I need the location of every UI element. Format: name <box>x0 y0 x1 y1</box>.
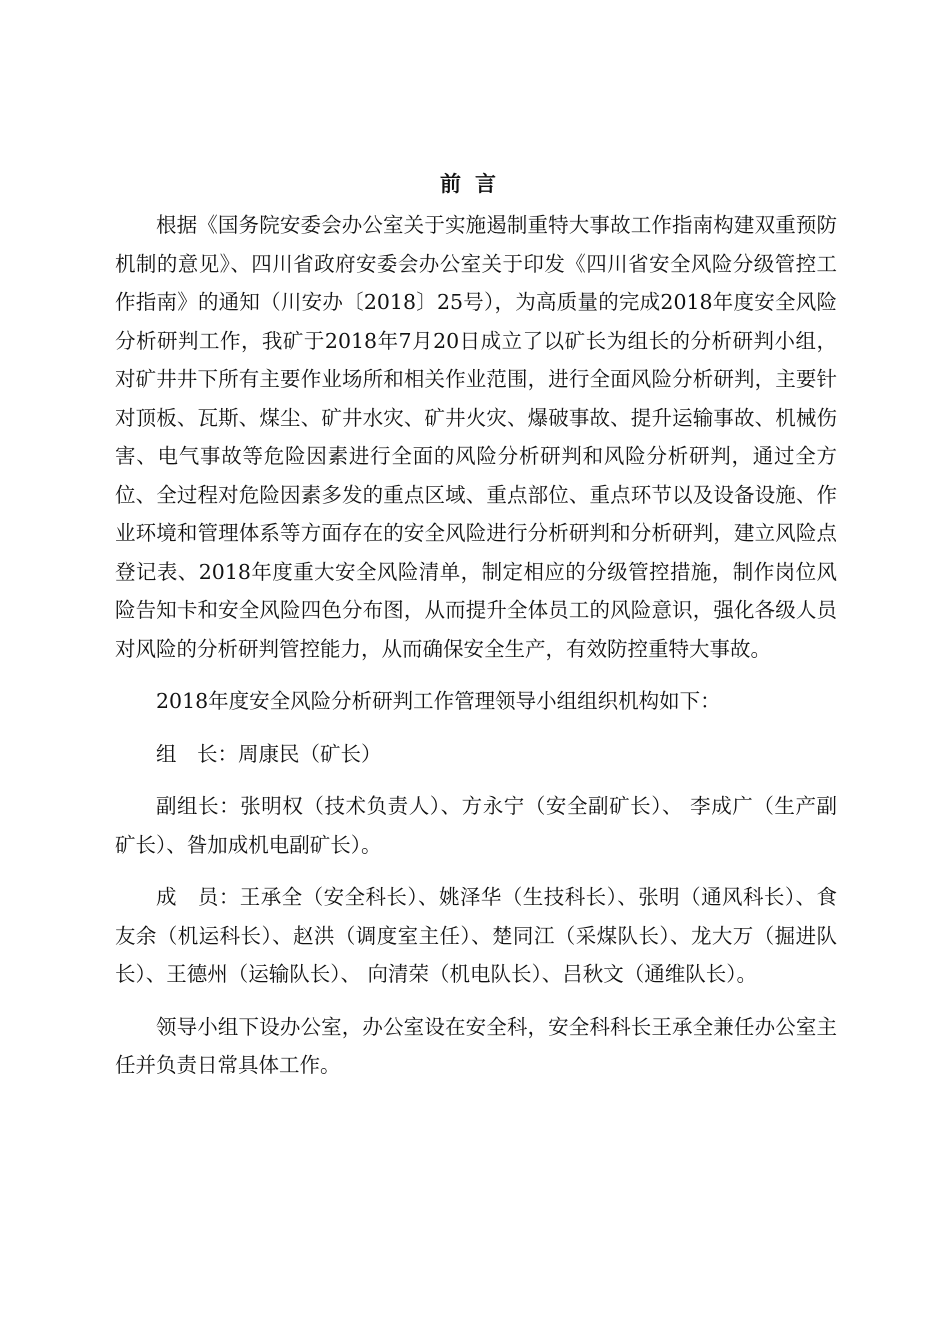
paragraph-intro: 根据《国务院安委会办公室关于实施遏制重特大事故工作指南构建双重预防机制的意见》、四川省政府安委会办公室关于印发《四川省安全风险分级管控工作指南》的通知（川安办〔2018〕25号），为高质量的完成2018年度安全风险分析研判工作，我矿于2018年7月20日成立了以矿长为组长的分析研判小组，对矿井井下所有主要作业场所和相关作业范围，进行全面风险分析研判，主要针对顶板、瓦斯、煤尘、矿井水灾、矿井火灾、爆破事故、提升运输事故、机械伤害、电气事故等危险因素进行全面的风险分析研判和风险分析研判，通过全方位、全过程对危险因素多发的重点区域、重点部位、重点环节以及设备设施、作业环境和管理体系等方面存在的安全风险进行分析研判和分析研判，建立风险点登记表、2018年度重大安全风险清单，制定相应的分级管控措施，制作岗位风险告知卡和安全风险四色分布图，从而提升全体员工的风险意识，强化各级人员对风险的分析研判管控能力，从而确保安全生产，有效防控重特大事故。 <box>115 213 837 661</box>
paragraph-office: 领导小组下设办公室，办公室设在安全科，安全科科长王承全兼任办公室主任并负责日常具体工作。 <box>115 1014 837 1077</box>
paragraph-members: 成 员：王承全（安全科长）、姚泽华（生技科长）、张明（通风科长）、食友余（机运科长）、赵洪（调度室主任）、楚同江（采煤队长）、龙大万（掘进队长）、王德州（运输队长）、 向清荣（机电队长）、吕秋文（通维队长）。 <box>115 885 837 986</box>
paragraph-leader: 组 长：周康民（矿长） <box>156 741 382 766</box>
paragraph-deputy-leaders: 副组长：张明权（技术负责人）、方永宁（安全副矿长）、 李成广（生产副矿长）、昝加成机电副矿长）。 <box>115 794 837 857</box>
document-title: 前言 <box>440 171 510 196</box>
paragraph-org-heading: 2018年度安全风险分析研判工作管理领导小组组织机构如下： <box>156 689 721 713</box>
document-body <box>115 206 837 1085</box>
